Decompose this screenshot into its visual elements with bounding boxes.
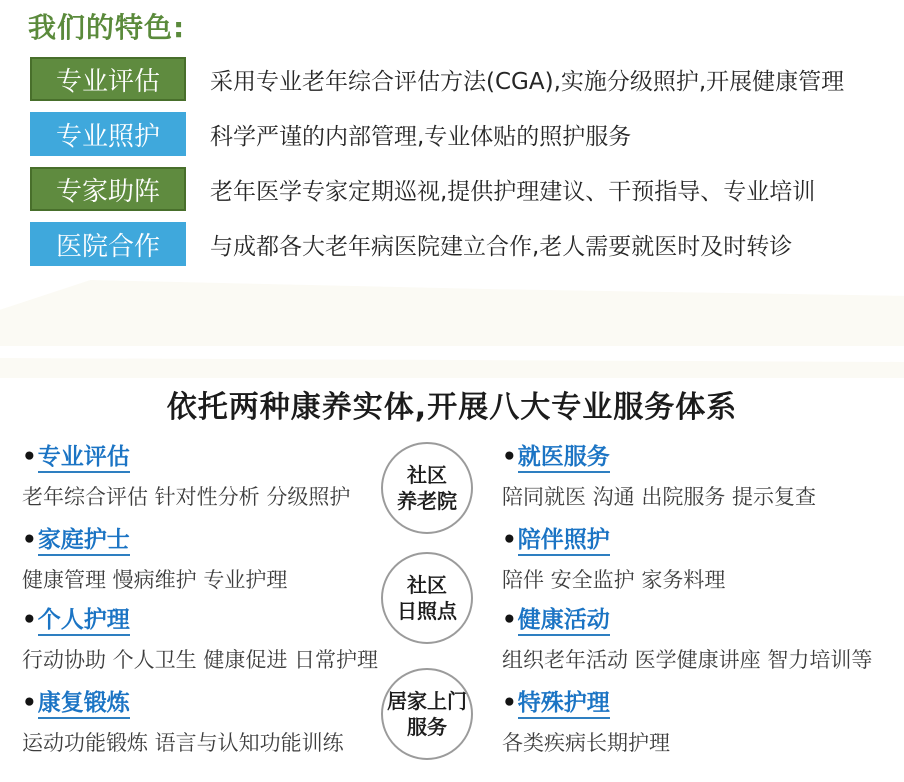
- service-item-label: 个人护理: [38, 607, 130, 636]
- feature-description: 科学严谨的内部管理,专业体贴的照护服务: [210, 123, 632, 150]
- feature-label: 医院合作: [55, 231, 160, 262]
- service-item-label: 家庭护士: [38, 527, 130, 556]
- feature-label-box: [30, 112, 186, 156]
- service-item-heading: [502, 690, 610, 716]
- service-item-description: 陪同就医 沟通 出院服务 提示复查: [502, 485, 817, 509]
- feature-label: 专业评估: [55, 66, 160, 97]
- service-item-label: 康复锻炼: [38, 690, 130, 719]
- entity-circle-community-nursing-home: [381, 442, 473, 534]
- service-item-description: 健康管理 慢病维护 专业护理: [22, 568, 288, 592]
- service-item-heading: [502, 607, 610, 633]
- bullet-icon: •: [502, 607, 517, 633]
- service-item-description: 行动协助 个人卫生 健康促进 日常护理: [22, 648, 379, 672]
- feature-description: 与成都各大老年病医院建立合作,老人需要就医时及时转诊: [210, 233, 793, 260]
- background-tint-band: [0, 280, 904, 346]
- service-item-description: 各类疾病长期护理: [502, 731, 670, 755]
- entity-line1: 居家上门: [387, 689, 467, 713]
- features-section-title: 我们的特色:: [28, 11, 186, 44]
- services-section-title: 依托两种康养实体,开展八大专业服务体系: [166, 390, 738, 425]
- entity-line2: 养老院: [397, 489, 457, 513]
- entity-line2: 日照点: [397, 599, 457, 623]
- bullet-icon: •: [502, 527, 517, 553]
- service-item-label: 陪伴照护: [518, 527, 610, 556]
- bullet-icon: •: [22, 527, 37, 553]
- bullet-icon: •: [22, 607, 37, 633]
- bullet-icon: •: [502, 690, 517, 716]
- service-item-label: 特殊护理: [518, 690, 610, 719]
- background-tint-band: [0, 358, 904, 378]
- service-item-label: 健康活动: [518, 607, 610, 636]
- service-item-label: 专业评估: [38, 444, 130, 473]
- service-item-description: 运动功能锻炼 语言与认知功能训练: [22, 731, 344, 755]
- service-item-description: 组织老年活动 医学健康讲座 智力培训等: [502, 648, 873, 672]
- entity-circle-home-visit-service: [381, 668, 473, 760]
- entity-circle-community-daycare: [381, 552, 473, 644]
- entity-line1: 社区: [407, 463, 447, 487]
- service-item-heading: [22, 527, 130, 553]
- service-item-heading: [22, 444, 130, 470]
- service-item-description: 老年综合评估 针对性分析 分级照护: [22, 485, 351, 509]
- service-item-heading: [502, 444, 610, 470]
- service-item-label: 就医服务: [518, 444, 610, 473]
- service-item-heading: [22, 607, 130, 633]
- bullet-icon: •: [22, 444, 37, 470]
- feature-description: 采用专业老年综合评估方法(CGA),实施分级照护,开展健康管理: [210, 68, 845, 95]
- feature-label-box: [30, 222, 186, 266]
- feature-label-box: [30, 57, 186, 101]
- feature-label: 专家助阵: [55, 176, 160, 207]
- bullet-icon: •: [22, 690, 37, 716]
- entity-line2: 服务: [407, 715, 447, 739]
- bullet-icon: •: [502, 444, 517, 470]
- entity-line1: 社区: [407, 573, 447, 597]
- service-item-heading: [22, 690, 130, 716]
- service-item-heading: [502, 527, 610, 553]
- feature-label: 专业照护: [55, 121, 160, 152]
- feature-description: 老年医学专家定期巡视,提供护理建议、干预指导、专业培训: [210, 178, 816, 205]
- service-item-description: 陪伴 安全监护 家务料理: [502, 568, 726, 592]
- feature-label-box: [30, 167, 186, 211]
